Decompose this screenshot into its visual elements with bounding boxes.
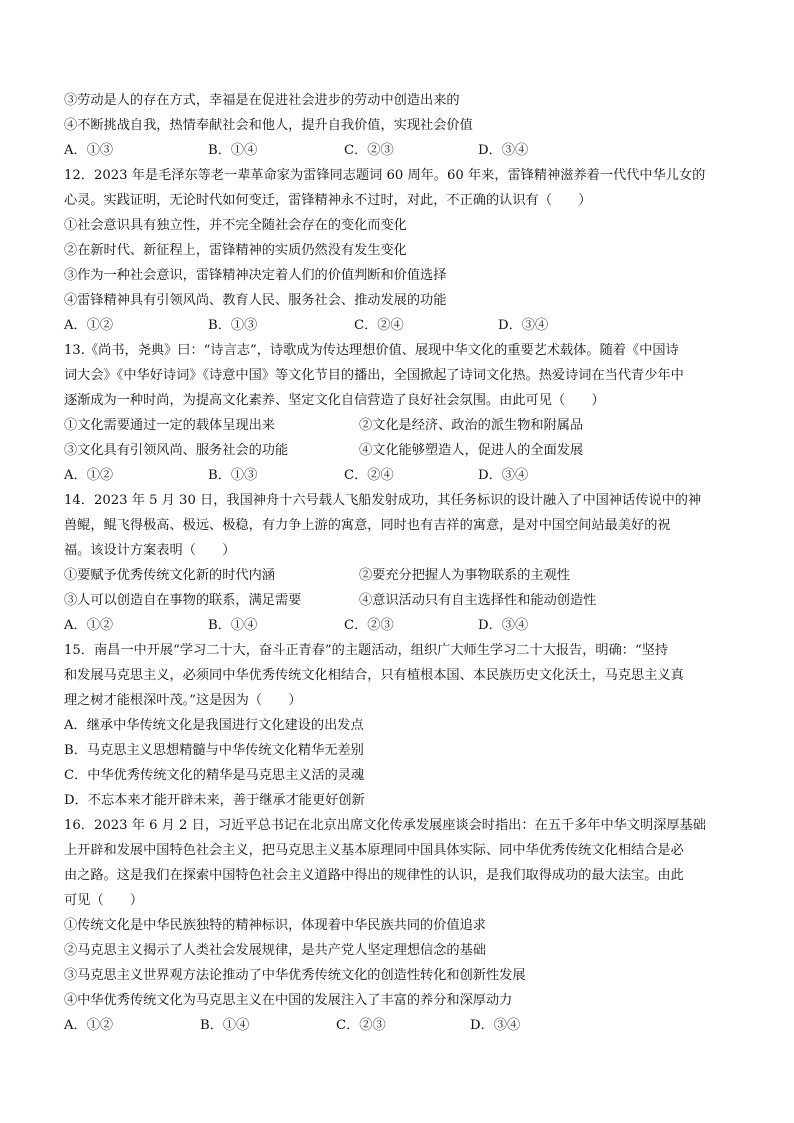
q15-option-b: B．马克思主义思想精髓与中华传统文化精华无差别 bbox=[64, 743, 364, 758]
q13-choice-2: ②文化是经济、政治的派生物和附属品 bbox=[359, 418, 584, 433]
q13-option-c: C．②④ bbox=[344, 468, 394, 483]
q12-option-c: C．②④ bbox=[354, 318, 404, 333]
q16-stem-line-4: 可见（ ） bbox=[64, 893, 144, 908]
q12-choice-2: ②在新时代、新征程上，雷锋精神的实质仍然没有发生变化 bbox=[64, 243, 407, 258]
q13-choices-row-2 bbox=[64, 438, 728, 463]
q12-option-a: A．①② bbox=[64, 318, 114, 333]
q13-option-d: D．③④ bbox=[478, 468, 529, 483]
q14-choices-row-1 bbox=[64, 563, 728, 588]
q11-option-a: A．①③ bbox=[64, 143, 114, 158]
q16-options bbox=[64, 1013, 728, 1038]
q14-choice-1: ①要赋予优秀传统文化新的时代内涵 bbox=[64, 568, 275, 583]
q14-option-a: A．①② bbox=[64, 618, 114, 633]
q13-choices-row-1 bbox=[64, 413, 728, 438]
q13-choice-4: ④文化能够塑造人，促进人的全面发展 bbox=[359, 443, 584, 458]
q11-option-b: B．①④ bbox=[208, 143, 258, 158]
q14-stem-line-3: 福。该设计方案表明（ ） bbox=[64, 543, 236, 558]
q13-option-a: A．①② bbox=[64, 468, 114, 483]
q13-choice-3: ③文化具有引领风尚、服务社会的功能 bbox=[64, 443, 289, 458]
q16-stem-line-1: 16．2023 年 6 月 2 日，习近平总书记在北京出席文化传承发展座谈会时指出：在五千多年中华文明深厚基础 bbox=[64, 818, 706, 833]
q16-choice-1: ①传统文化是中华民族独特的精神标识，体现着中华民族共同的价值追求 bbox=[64, 918, 486, 933]
q12-choice-1: ①社会意识具有独立性，并不完全随社会存在的变化而变化 bbox=[64, 218, 407, 233]
q13-options bbox=[64, 463, 728, 488]
q15-option-c: C．中华优秀传统文化的精华是马克思主义活的灵魂 bbox=[64, 768, 365, 783]
q11-option-d: D．③④ bbox=[478, 143, 529, 158]
q12-choice-3: ③作为一种社会意识，雷锋精神决定着人们的价值判断和价值选择 bbox=[64, 268, 447, 283]
q14-option-b: B．①④ bbox=[208, 618, 258, 633]
question-content bbox=[64, 88, 728, 1038]
q12-stem-line-1: 12．2023 年是毛泽东等老一辈革命家为雷锋同志题词 60 周年。60 年来，雷锋精神滋养着一代代中华儿女的 bbox=[64, 168, 706, 183]
q16-choice-2: ②马克思主义揭示了人类社会发展规律，是共产党人坚定理想信念的基础 bbox=[64, 943, 486, 958]
q15-stem-line-2: 和发展马克思主义，必须同中华优秀传统文化相结合，只有植根本国、本民族历史文化沃土，马克思主义真 bbox=[64, 668, 684, 683]
q11-choice-4: ④不断挑战自我，热情奉献社会和他人，提升自我价值，实现社会价值 bbox=[64, 118, 473, 133]
q12-option-d: D．③④ bbox=[498, 318, 549, 333]
q14-choice-2: ②要充分把握人为事物联系的主观性 bbox=[359, 568, 570, 583]
q13-stem-line-2: 词大会》《中华好诗词》《诗意中国》等文化节目的播出，全国掀起了诗词文化热。热爱诗词在当代青少年中 bbox=[64, 368, 684, 383]
q12-choice-4: ④雷锋精神具有引领风尚、教育人民、服务社会、推动发展的功能 bbox=[64, 293, 447, 308]
q13-option-b: B．①③ bbox=[208, 468, 258, 483]
q13-stem-line-3: 逐渐成为一种时尚，为提高文化素养、坚定文化自信营造了良好社会氛围。由此可见（ ） bbox=[64, 393, 605, 408]
q14-choices-row-2 bbox=[64, 588, 728, 613]
q11-options bbox=[64, 138, 728, 163]
q14-options bbox=[64, 613, 728, 638]
q16-choice-4: ④中华优秀传统文化为马克思主义在中国的发展注入了丰富的养分和深厚动力 bbox=[64, 993, 513, 1008]
q15-stem-line-3: 理之树才能根深叶茂。”这是因为（ ） bbox=[64, 693, 302, 708]
q16-option-a: A．①② bbox=[64, 1018, 114, 1033]
q12-stem-line-2: 心灵。实践证明，无论时代如何变迁，雷锋精神永不过时，对此，不正确的认识有（ ） bbox=[64, 193, 592, 208]
q16-stem-line-3: 由之路。这是我们在探索中国特色社会主义道路中得出的规律性的认识，是我们取得成功的最大法宝。由此 bbox=[64, 868, 684, 883]
q15-option-a: A．继承中华传统文化是我国进行文化建设的出发点 bbox=[64, 718, 364, 733]
q14-choice-4: ④意识活动只有自主选择性和能动创造性 bbox=[359, 593, 597, 608]
q16-choice-3: ③马克思主义世界观方法论推动了中华优秀传统文化的创造性转化和创新性发展 bbox=[64, 968, 526, 983]
q15-stem-line-1: 15．南昌一中开展“学习二十大，奋斗正青春”的主题活动，组织广大师生学习二十大报告，明确：“坚持 bbox=[64, 643, 669, 658]
q12-options bbox=[64, 313, 728, 338]
q12-option-b: B．①③ bbox=[208, 318, 258, 333]
q15-option-d: D．不忘本来才能开辟未来，善于继承才能更好创新 bbox=[64, 793, 365, 808]
q11-option-c: C．②③ bbox=[344, 143, 394, 158]
q11-choice-3: ③劳动是人的存在方式，幸福是在促进社会进步的劳动中创造出来的 bbox=[64, 93, 460, 108]
q13-choice-1: ①文化需要通过一定的载体呈现出来 bbox=[64, 418, 275, 433]
q16-option-b: B．①④ bbox=[200, 1018, 250, 1033]
q14-choice-3: ③人可以创造自在事物的联系，满足需要 bbox=[64, 593, 302, 608]
q14-stem-line-1: 14．2023 年 5 月 30 日，我国神舟十六号载人飞船发射成功，其任务标识的设计融入了中国神话传说中的神 bbox=[64, 493, 702, 508]
q16-option-c: C．②③ bbox=[336, 1018, 386, 1033]
q13-stem-line-1: 13.《尚书，尧典》曰：“诗言志”，诗歌成为传达理想价值、展现中华文化的重要艺术载体。随着《中国诗 bbox=[64, 343, 679, 358]
q16-stem-line-2: 上开辟和发展中国特色社会主义，把马克思主义基本原理同中国具体实际、同中华优秀传统文化相结合是必 bbox=[64, 843, 684, 858]
q14-stem-line-2: 兽鲲，鲲飞得极高、极远、极稳，有力争上游的寓意，同时也有吉祥的寓意，是对中国空间站最美好的祝 bbox=[64, 518, 671, 533]
q14-option-d: D．③④ bbox=[478, 618, 529, 633]
q14-option-c: C．②③ bbox=[344, 618, 394, 633]
q16-option-d: D．③④ bbox=[470, 1018, 521, 1033]
